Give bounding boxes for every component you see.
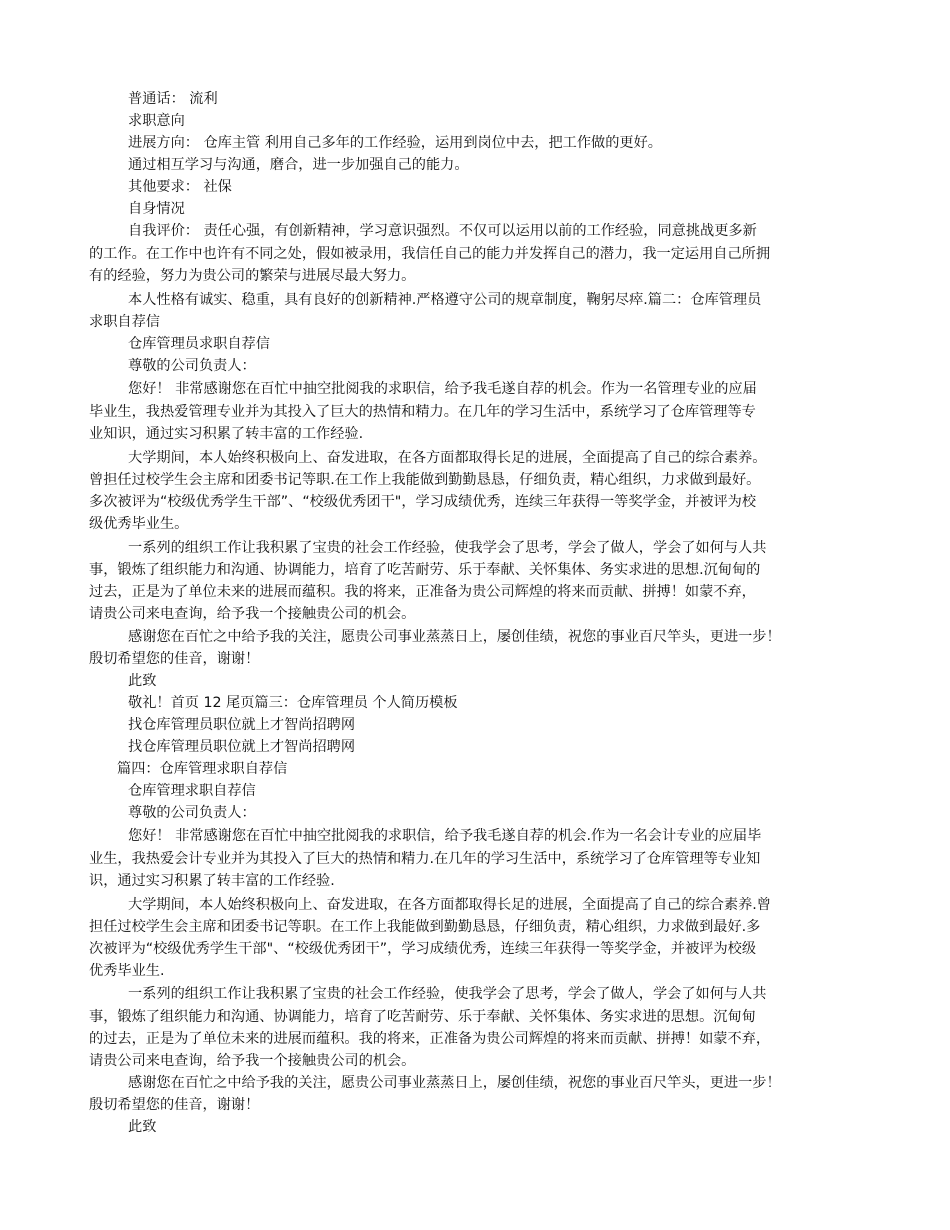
text-line: 您好！ 非常感谢您在百忙中抽空批阅我的求职信，给予我毛遂自荐的机会.作为一名会计专业的应届毕	[128, 828, 762, 844]
text-line: 大学期间，本人始终积极向上、奋发进取，在各方面都取得长足的进展，全面提高了自己的综合素养.曾	[128, 897, 771, 913]
text-line: 求职自荐信	[89, 314, 160, 330]
text-line: 感谢您在百忙之中给予我的关注，愿贵公司事业蒸蒸日上，屡创佳绩，祝您的事业百尺竿头，更进一步！	[128, 1075, 781, 1091]
text-line: 毕业生，我热爱管理专业并为其投入了巨大的热情和精力。在几年的学习生活中，系统学习了仓库管理等专	[89, 404, 756, 420]
text-line: 此致	[128, 673, 157, 689]
text-line: 求职意向	[128, 113, 185, 129]
text-line: 一系列的组织工作让我积累了宝贵的社会工作经验，使我学会了思考，学会了做人，学会了如何与人共	[128, 986, 767, 1002]
text-line: 仓库管理求职自荐信	[128, 783, 256, 799]
text-line: 殷切希望您的佳音，谢谢！	[89, 1097, 260, 1113]
text-line: 一系列的组织工作让我积累了宝贵的社会工作经验，使我学会了思考，学会了做人，学会了如何与人共	[128, 540, 767, 556]
text-line: 尊敬的公司负责人：	[128, 805, 256, 821]
text-line: 优秀毕业生.	[89, 963, 165, 979]
text-line: 殷切希望您的佳音，谢谢！	[89, 651, 260, 667]
text-line: 识，通过实习积累了转丰富的工作经验.	[89, 873, 335, 889]
text-line: 担任过校学生会主席和团委书记等职。在工作上我能做到勤勤恳恳，仔细负责，精心组织，力求做到最好.多	[89, 919, 761, 935]
text-line: 普通话： 流利	[128, 91, 218, 107]
text-line: 次被评为“校级优秀学生干部"、“校级优秀团干”，学习成绩优秀，连续三年获得一等奖学金，并被评为校级	[89, 941, 757, 957]
text-line: 事，锻炼了组织能力和沟通、协调能力，培育了吃苦耐劳、乐于奉献、关怀集体、务实求进的思想。沉甸甸	[89, 1009, 756, 1025]
text-line: 的工作。在工作中也许有不同之处，假如被录用，我信任自己的能力并发挥自己的潜力，我一定运用自己所拥	[89, 246, 771, 262]
text-line: 大学期间，本人始终积极向上、奋发进取，在各方面都取得长足的进展，全面提高了自己的综合素养。	[128, 450, 767, 466]
text-line: 尊敬的公司负责人：	[128, 358, 256, 374]
text-line: 此致	[128, 1119, 157, 1135]
text-line: 业生，我热爱会计专业并为其投入了巨大的热情和精力.在几年的学习生活中，系统学习了仓库管理等专业知	[89, 851, 761, 867]
text-line: 找仓库管理员职位就上才智尚招聘网	[128, 717, 356, 733]
text-line: 的过去，正是为了单位未来的进展而蕴积。我的将来，正准备为贵公司辉煌的将来而贡献、拼搏！如蒙不弃，	[89, 1031, 771, 1047]
text-line: 自身情况	[128, 201, 185, 217]
text-line: 曾担任过校学生会主席和团委书记等职.在工作上我能做到勤勤恳恳，仔细负责，精心组织，力求做到最好。	[89, 472, 761, 488]
text-line: 过去，正是为了单位未来的进展而蕴积。我的将来，正准备为贵公司辉煌的将来而贡献、拼搏！如蒙不弃，	[89, 584, 756, 600]
text-line: 有的经验，努力为贵公司的繁荣与进展尽最大努力。	[89, 268, 416, 284]
text-line: 找仓库管理员职位就上才智尚招聘网	[128, 739, 356, 755]
text-line: 事，锻炼了组织能力和沟通、协调能力，培育了吃苦耐劳、乐于奉献、关怀集体、务实求进的思想.沉甸甸的	[89, 562, 761, 578]
text-line: 请贵公司来电查询，给予我一个接触贵公司的机会。	[89, 1053, 416, 1069]
text-line: 篇四：仓库管理求职自荐信	[117, 761, 288, 777]
text-line: 业知识，通过实习积累了转丰富的工作经验.	[89, 426, 364, 442]
text-line: 其他要求： 社保	[128, 179, 232, 195]
text-line: 感谢您在百忙之中给予我的关注，愿贵公司事业蒸蒸日上，屡创佳绩，祝您的事业百尺竿头，更进一步！	[128, 629, 781, 645]
text-line: 本人性格有诚实、稳重，具有良好的创新精神.严格遵守公司的规章制度，鞠躬尽瘁.篇二：仓库管理员	[128, 292, 762, 308]
text-line: 自我评价： 责任心强，有创新精神，学习意识强烈。不仅可以运用以前的工作经验，同意挑战更多新	[128, 223, 757, 239]
text-line: 多次被评为“校级优秀学生干部”、“校级优秀团干"，学习成绩优秀，连续三年获得一等奖学金，并被评为校	[89, 494, 757, 510]
text-line: 仓库管理员求职自荐信	[128, 336, 270, 352]
text-line: 您好！ 非常感谢您在百忙中抽空批阅我的求职信，给予我毛遂自荐的机会。作为一名管理专业的应届	[128, 381, 757, 397]
text-line: 通过相互学习与沟通，磨合，进一步加强自己的能力。	[128, 157, 469, 173]
text-line: 级优秀毕业生。	[89, 516, 189, 532]
text-line: 请贵公司来电查询，给予我一个接触贵公司的机会。	[89, 606, 416, 622]
text-line: 敬礼！首页 12 尾页篇三：仓库管理员 个人简历模板	[128, 695, 458, 711]
text-line: 进展方向： 仓库主管 利用自己多年的工作经验，运用到岗位中去，把工作做的更好。	[128, 135, 662, 151]
